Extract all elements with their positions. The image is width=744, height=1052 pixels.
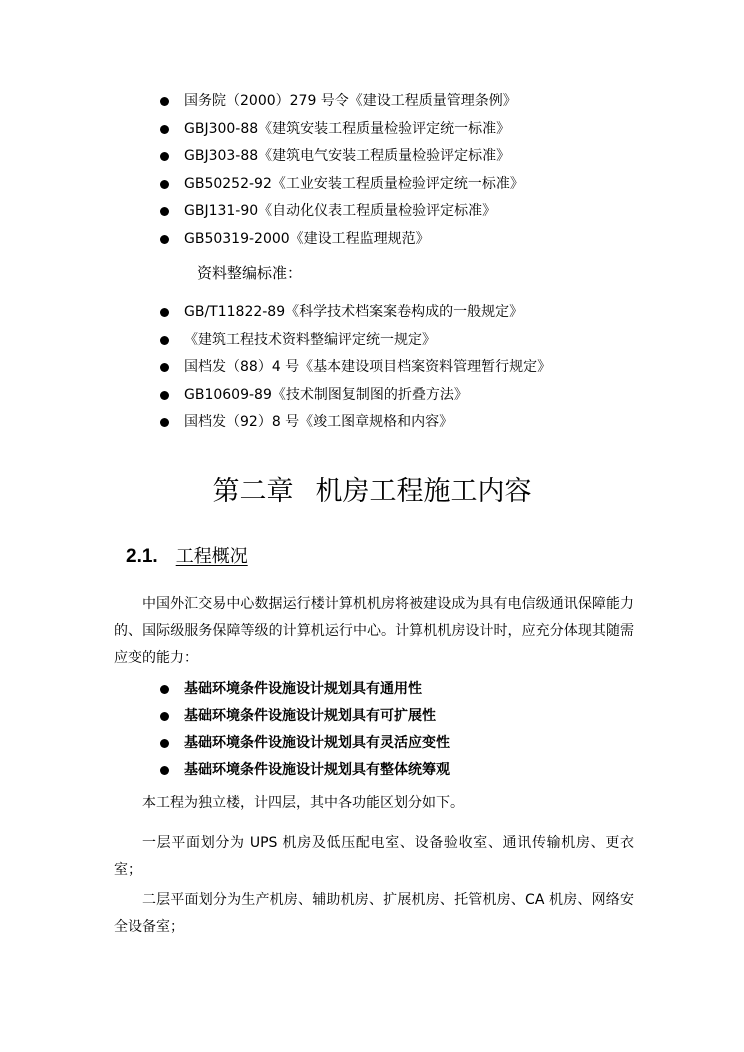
list-item: 《建筑工程技术资料整编评定统一规定》 <box>160 327 551 355</box>
list-item: 基础环境条件设施设计规划具有整体统筹观 <box>160 757 450 784</box>
capabilities-list <box>160 676 450 784</box>
basis-standards-list <box>160 88 524 253</box>
intro-paragraph: 中国外汇交易中心数据运行楼计算机机房将被建设成为具有电信级通讯保障能力的、国际级服务保障等级的计算机运行中心。计算机机房设计时，应充分体现其随需应变的能力： <box>114 596 634 666</box>
list-item: 国务院（2000）279 号令《建设工程质量管理条例》 <box>160 88 524 116</box>
building-paragraph: 本工程为独立楼，计四层，其中各功能区划分如下。 <box>142 795 464 811</box>
list-item: 国档发（92）8 号《竣工图章规格和内容》 <box>160 409 551 437</box>
list-item: 基础环境条件设施设计规划具有通用性 <box>160 676 450 703</box>
list-item: 基础环境条件设施设计规划具有灵活应变性 <box>160 730 450 757</box>
chapter-heading <box>0 474 744 510</box>
section-title: 工程概况 <box>175 546 248 567</box>
list-item: GB50319-2000《建设工程监理规范》 <box>160 226 524 254</box>
list-item: 基础环境条件设施设计规划具有可扩展性 <box>160 703 450 730</box>
section-heading <box>126 542 248 572</box>
archive-standards-heading: 资料整编标准： <box>197 264 303 282</box>
chapter-number: 第二章 <box>212 476 294 507</box>
list-item: GBJ131-90《自动化仪表工程质量检验评定标准》 <box>160 198 524 226</box>
section-number: 2.1. <box>126 546 158 567</box>
archive-standards-list <box>160 299 551 437</box>
chapter-title: 机房工程施工内容 <box>315 476 532 507</box>
floor2-paragraph: 二层平面划分为生产机房、辅助机房、扩展机房、托管机房、CA 机房、网络安全设备室； <box>114 892 634 935</box>
list-item: GBJ300-88《建筑安装工程质量检验评定统一标准》 <box>160 116 524 144</box>
list-item: 国档发（88）4 号《基本建设项目档案资料管理暂行规定》 <box>160 354 551 382</box>
list-item: GB50252-92《工业安装工程质量检验评定统一标准》 <box>160 171 524 199</box>
list-item: GB10609-89《技术制图复制图的折叠方法》 <box>160 382 551 410</box>
list-item: GBJ303-88《建筑电气安装工程质量检验评定标准》 <box>160 143 524 171</box>
list-item: GB/T11822-89《科学技术档案案卷构成的一般规定》 <box>160 299 551 327</box>
floor1-paragraph: 一层平面划分为 UPS 机房及低压配电室、设备验收室、通讯传输机房、更衣室； <box>114 835 634 878</box>
